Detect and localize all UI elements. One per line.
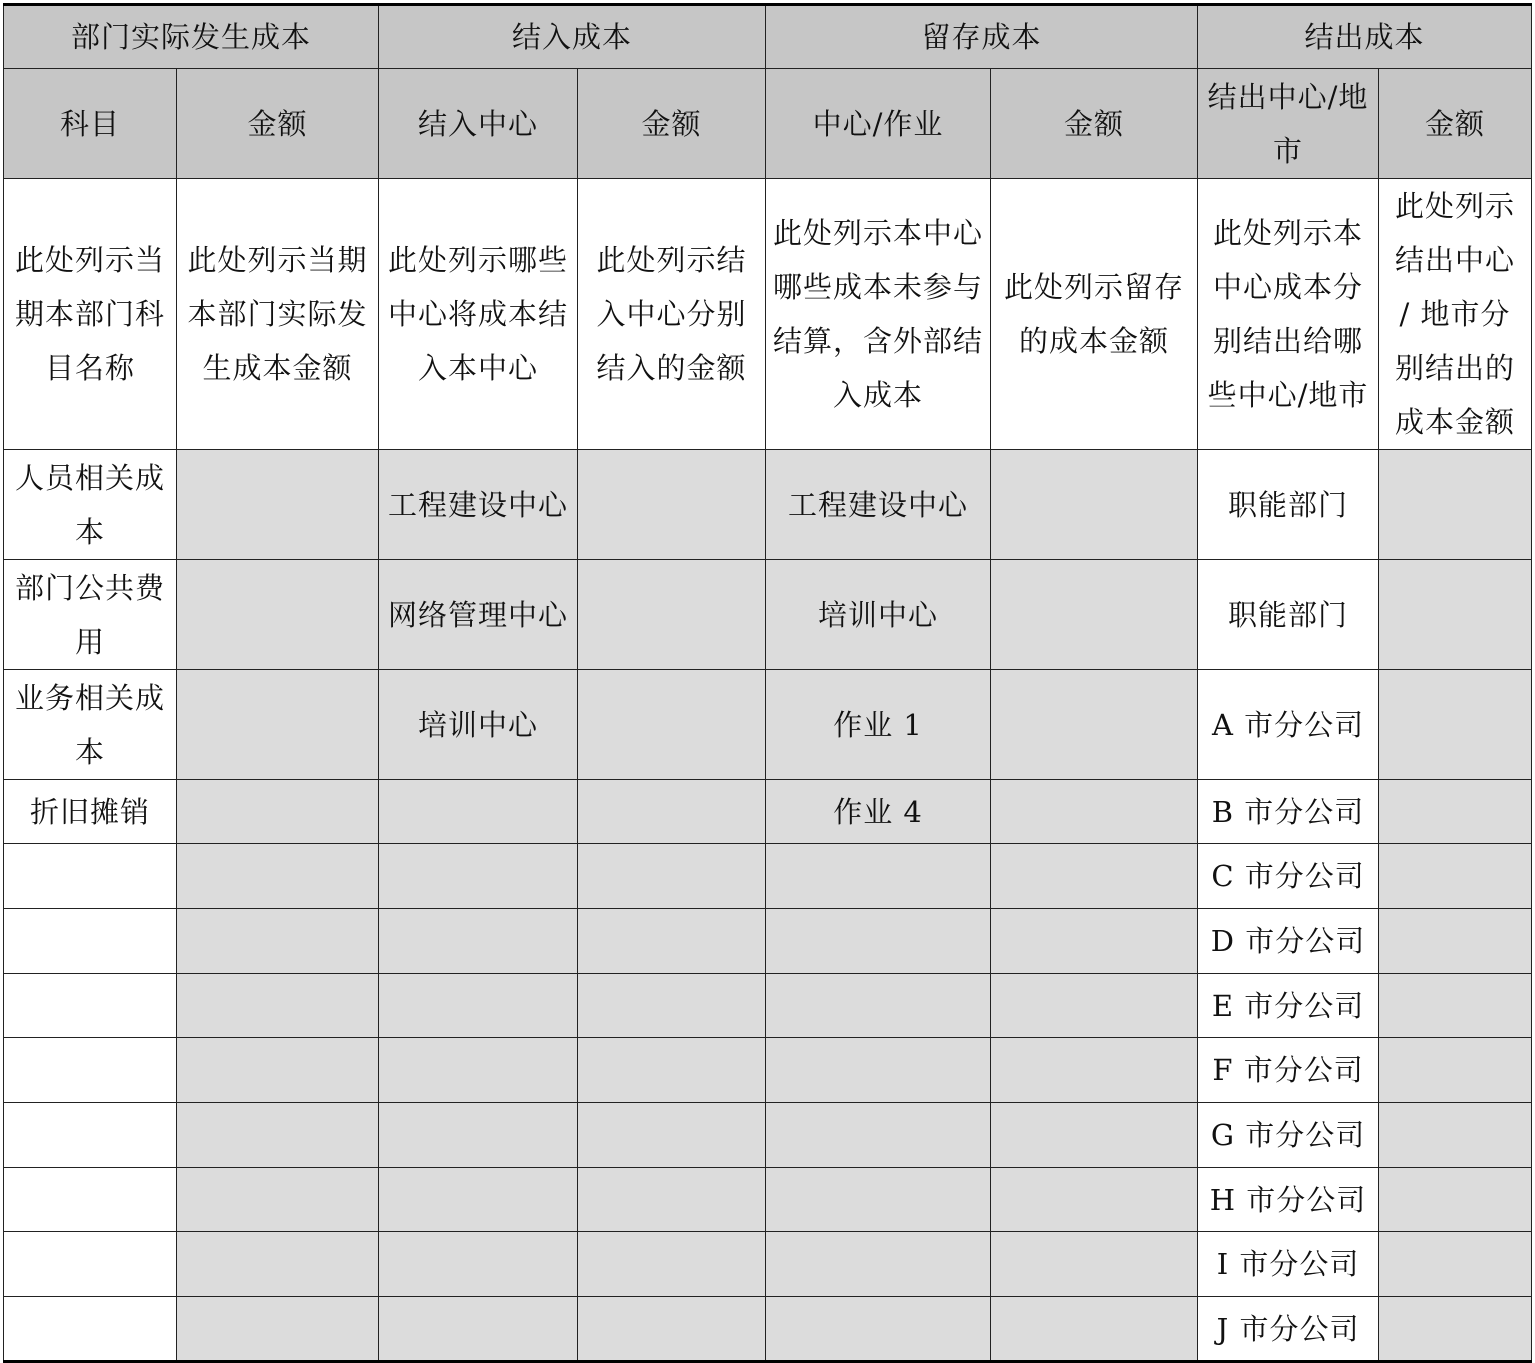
cell-retained-center: 培训中心: [766, 560, 991, 670]
cell-out-center: J 市分公司: [1198, 1297, 1379, 1362]
description-in-amount: 此处列示结入中心分别结入的金额: [578, 179, 766, 450]
cell-in-amount: [578, 974, 766, 1038]
cell-in-amount: [578, 1232, 766, 1297]
cell-in-amount: [578, 844, 766, 909]
cell-retained-center: [766, 1297, 991, 1362]
cell-actual-amount: [177, 844, 379, 909]
cell-retained-center: [766, 1038, 991, 1103]
cell-subject: [4, 1232, 177, 1297]
cell-subject: 业务相关成本: [4, 670, 177, 780]
cell-out-amount: [1379, 450, 1532, 560]
cell-in-amount: [578, 909, 766, 974]
cell-subject: [4, 844, 177, 909]
description-actual-amount: 此处列示当期本部门实际发生成本金额: [177, 179, 379, 450]
cell-actual-amount: [177, 909, 379, 974]
cell-retained-amount: [991, 1297, 1198, 1362]
cell-out-center: 职能部门: [1198, 450, 1379, 560]
cell-subject: [4, 1168, 177, 1232]
description-retained-center: 此处列示本中心哪些成本未参与结算，含外部结入成本: [766, 179, 991, 450]
cell-out-center: D 市分公司: [1198, 909, 1379, 974]
description-row: [4, 179, 1532, 450]
cell-in-amount: [578, 670, 766, 780]
cell-out-center: A 市分公司: [1198, 670, 1379, 780]
cell-out-amount: [1379, 844, 1532, 909]
cost-allocation-table: [3, 3, 1532, 1363]
cell-retained-center: [766, 844, 991, 909]
cell-in-center: [379, 1168, 578, 1232]
cell-retained-amount: [991, 1232, 1198, 1297]
cell-retained-center: [766, 1168, 991, 1232]
cell-retained-amount: [991, 1168, 1198, 1232]
cell-out-amount: [1379, 1168, 1532, 1232]
cell-in-center: 工程建设中心: [379, 450, 578, 560]
group-header-in: 结入成本: [379, 5, 766, 69]
description-subject: 此处列示当期本部门科目名称: [4, 179, 177, 450]
cell-in-center: [379, 974, 578, 1038]
cell-actual-amount: [177, 1038, 379, 1103]
cell-retained-amount: [991, 560, 1198, 670]
cell-retained-center: 作业 1: [766, 670, 991, 780]
description-in-center: 此处列示哪些中心将成本结入本中心: [379, 179, 578, 450]
cell-out-center: B 市分公司: [1198, 780, 1379, 844]
cell-actual-amount: [177, 450, 379, 560]
cell-in-center: [379, 780, 578, 844]
cell-actual-amount: [177, 974, 379, 1038]
cell-out-amount: [1379, 909, 1532, 974]
cell-subject: 部门公共费用: [4, 560, 177, 670]
cell-in-center: [379, 1297, 578, 1362]
cell-out-center: C 市分公司: [1198, 844, 1379, 909]
cell-out-amount: [1379, 1297, 1532, 1362]
group-header-out: 结出成本: [1198, 5, 1532, 69]
table-row: [4, 670, 1532, 780]
sub-header-row: [4, 69, 1532, 179]
table-row: [4, 1103, 1532, 1168]
subheader-out-amount: 金额: [1379, 69, 1532, 179]
table-row: [4, 909, 1532, 974]
cell-subject: [4, 1103, 177, 1168]
cell-in-amount: [578, 450, 766, 560]
cell-out-amount: [1379, 560, 1532, 670]
table-row: [4, 1297, 1532, 1362]
table-row: [4, 1168, 1532, 1232]
cell-subject: 折旧摊销: [4, 780, 177, 844]
cell-out-center: E 市分公司: [1198, 974, 1379, 1038]
table-row: [4, 450, 1532, 560]
cell-subject: [4, 1038, 177, 1103]
cell-retained-amount: [991, 974, 1198, 1038]
table-row: [4, 844, 1532, 909]
cell-subject: [4, 1297, 177, 1362]
cell-in-amount: [578, 1168, 766, 1232]
cell-retained-amount: [991, 909, 1198, 974]
cell-retained-amount: [991, 670, 1198, 780]
cell-retained-center: [766, 909, 991, 974]
cell-in-center: [379, 844, 578, 909]
cell-retained-amount: [991, 1103, 1198, 1168]
data-rows: [4, 450, 1532, 1362]
subheader-subject: 科目: [4, 69, 177, 179]
cell-in-center: 培训中心: [379, 670, 578, 780]
description-out-amount: 此处列示结出中心 / 地市分别结出的成本金额: [1379, 179, 1532, 450]
subheader-retained-amount: 金额: [991, 69, 1198, 179]
cell-retained-amount: [991, 844, 1198, 909]
cell-in-amount: [578, 780, 766, 844]
cell-actual-amount: [177, 1232, 379, 1297]
cell-in-center: [379, 1103, 578, 1168]
cell-retained-amount: [991, 450, 1198, 560]
table-row: [4, 1038, 1532, 1103]
subheader-in-center: 结入中心: [379, 69, 578, 179]
cell-actual-amount: [177, 1103, 379, 1168]
description-retained-amount: 此处列示留存的成本金额: [991, 179, 1198, 450]
cell-retained-amount: [991, 780, 1198, 844]
cell-subject: [4, 909, 177, 974]
cell-in-amount: [578, 1038, 766, 1103]
group-header-actual: 部门实际发生成本: [4, 5, 379, 69]
table-row: [4, 1232, 1532, 1297]
cell-retained-center: 工程建设中心: [766, 450, 991, 560]
cell-subject: 人员相关成本: [4, 450, 177, 560]
group-header-row: [4, 5, 1532, 69]
cell-in-amount: [578, 560, 766, 670]
cell-in-center: [379, 1232, 578, 1297]
group-header-retained: 留存成本: [766, 5, 1198, 69]
cell-out-center: H 市分公司: [1198, 1168, 1379, 1232]
subheader-actual-amount: 金额: [177, 69, 379, 179]
cell-out-center: 职能部门: [1198, 560, 1379, 670]
cell-retained-amount: [991, 1038, 1198, 1103]
table-row: [4, 780, 1532, 844]
cell-retained-center: 作业 4: [766, 780, 991, 844]
cell-retained-center: [766, 974, 991, 1038]
cell-out-amount: [1379, 780, 1532, 844]
cell-out-amount: [1379, 1038, 1532, 1103]
table-row: [4, 560, 1532, 670]
cell-retained-center: [766, 1232, 991, 1297]
cell-out-center: I 市分公司: [1198, 1232, 1379, 1297]
cell-retained-center: [766, 1103, 991, 1168]
table-row: [4, 974, 1532, 1038]
cell-out-amount: [1379, 670, 1532, 780]
subheader-in-amount: 金额: [578, 69, 766, 179]
cell-subject: [4, 974, 177, 1038]
cell-in-amount: [578, 1297, 766, 1362]
cell-actual-amount: [177, 670, 379, 780]
cell-out-amount: [1379, 1232, 1532, 1297]
cell-in-center: 网络管理中心: [379, 560, 578, 670]
description-out-center: 此处列示本中心成本分别结出给哪些中心/地市: [1198, 179, 1379, 450]
cell-in-center: [379, 1038, 578, 1103]
cell-out-center: F 市分公司: [1198, 1038, 1379, 1103]
cell-out-amount: [1379, 974, 1532, 1038]
cell-out-amount: [1379, 1103, 1532, 1168]
subheader-retained-center: 中心/作业: [766, 69, 991, 179]
subheader-out-center: 结出中心/地市: [1198, 69, 1379, 179]
cell-actual-amount: [177, 560, 379, 670]
cell-actual-amount: [177, 1168, 379, 1232]
cell-in-center: [379, 909, 578, 974]
cell-out-center: G 市分公司: [1198, 1103, 1379, 1168]
cell-actual-amount: [177, 1297, 379, 1362]
cell-actual-amount: [177, 780, 379, 844]
cell-in-amount: [578, 1103, 766, 1168]
